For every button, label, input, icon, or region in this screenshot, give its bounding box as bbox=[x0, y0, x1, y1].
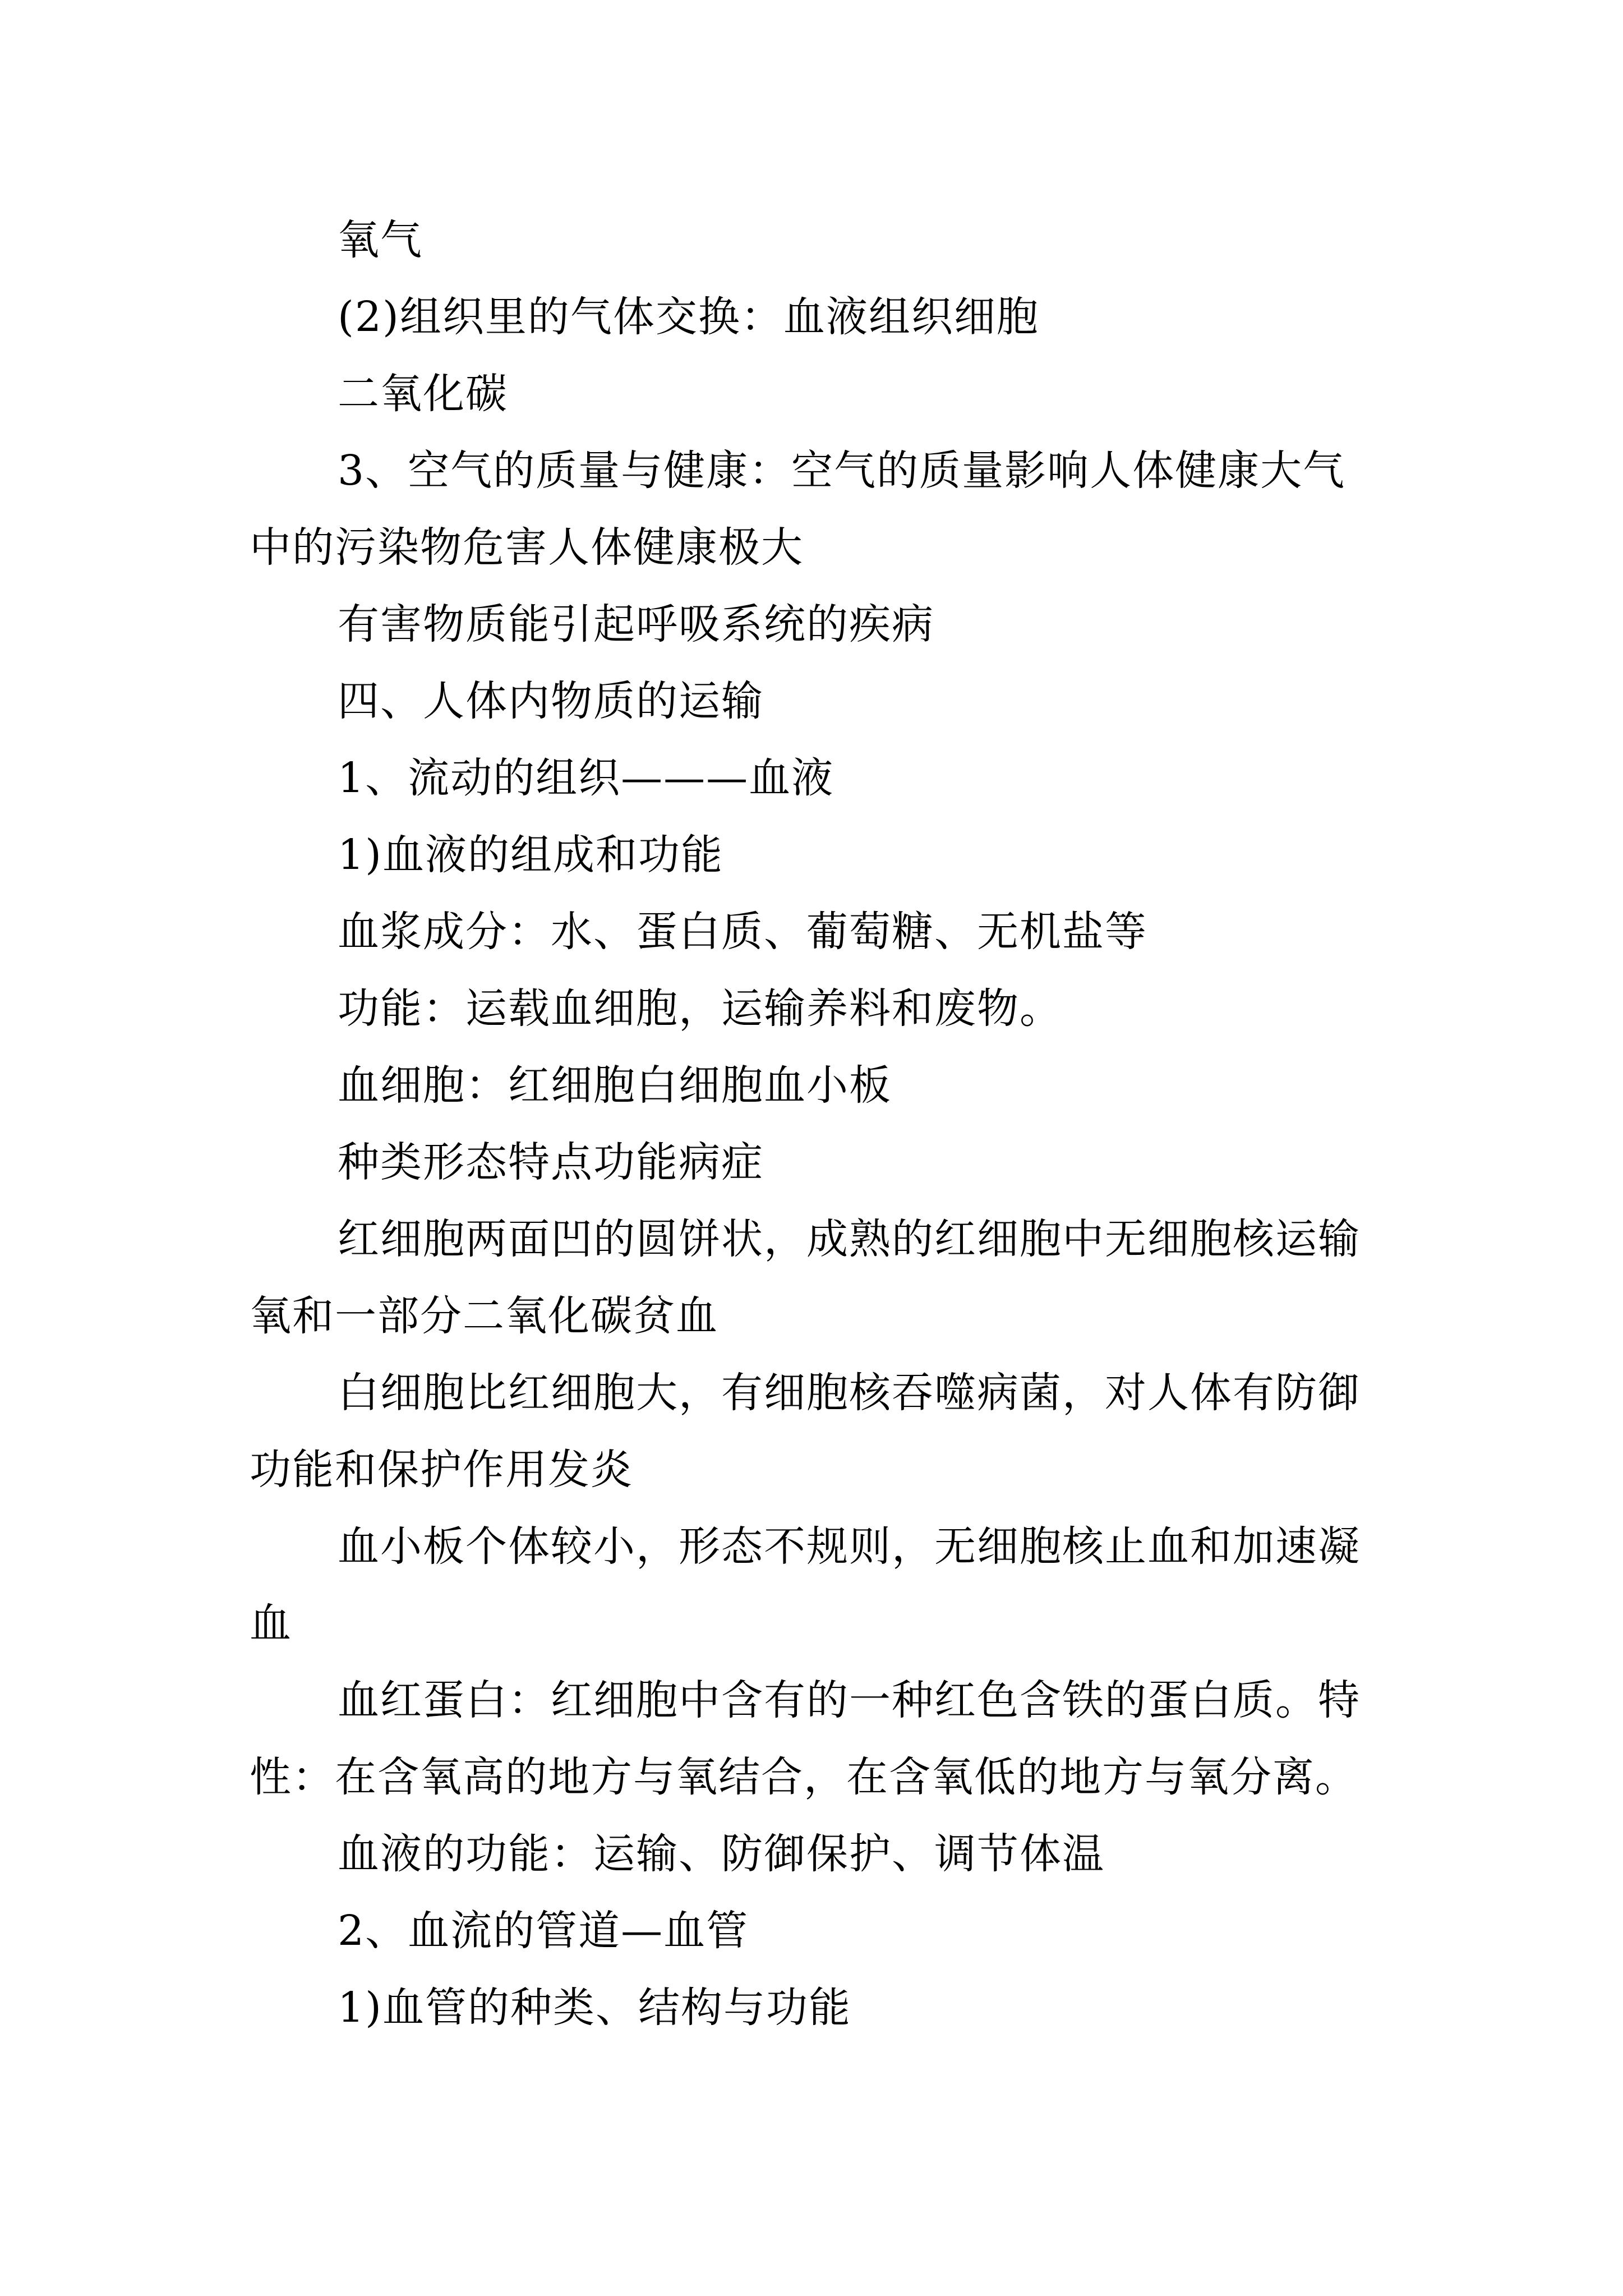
paragraph: 红细胞两面凹的圆饼状，成熟的红细胞中无细胞核运输氧和一部分二氧化碳贫血 bbox=[250, 1215, 1361, 1340]
section-heading: 四、人体内物质的运输 bbox=[338, 677, 764, 725]
paragraph: (2)组织里的气体交换：血液组织细胞 bbox=[338, 293, 1039, 341]
paragraph: 二氧化碳 bbox=[338, 370, 508, 418]
paragraph: 血液的功能：运输、防御保护、调节体温 bbox=[338, 1830, 1105, 1878]
document-body bbox=[250, 202, 1377, 2046]
paragraph: 血小板个体较小，形态不规则，无细胞核止血和加速凝血 bbox=[250, 1522, 1361, 1648]
subsection-heading: 2、血流的管道—血管 bbox=[338, 1907, 749, 1955]
paragraph: 有害物质能引起呼吸系统的疾病 bbox=[338, 600, 934, 648]
paragraph: 白细胞比红细胞大，有细胞核吞噬病菌，对人体有防御功能和保护作用发炎 bbox=[250, 1369, 1361, 1494]
paragraph: 血红蛋白：红细胞中含有的一种红色含铁的蛋白质。特性：在含氧高的地方与氧结合，在含氧低的地方与氧分离。 bbox=[250, 1676, 1361, 1801]
paragraph: 氧气 bbox=[338, 216, 423, 264]
paragraph: 1)血管的种类、结构与功能 bbox=[338, 1984, 851, 2032]
paragraph: 3、空气的质量与健康：空气的质量影响人体健康大气中的污染物危害人体健康极大 bbox=[250, 447, 1346, 572]
paragraph: 种类形态特点功能病症 bbox=[338, 1138, 764, 1186]
subsection-heading: 1、流动的组织———血液 bbox=[338, 754, 834, 802]
paragraph: 血浆成分：水、蛋白质、葡萄糖、无机盐等 bbox=[338, 908, 1147, 956]
paragraph: 血细胞：红细胞白细胞血小板 bbox=[338, 1061, 892, 1110]
paragraph: 1)血液的组成和功能 bbox=[338, 831, 723, 879]
paragraph: 功能：运载血细胞，运输养料和废物。 bbox=[338, 984, 1062, 1033]
